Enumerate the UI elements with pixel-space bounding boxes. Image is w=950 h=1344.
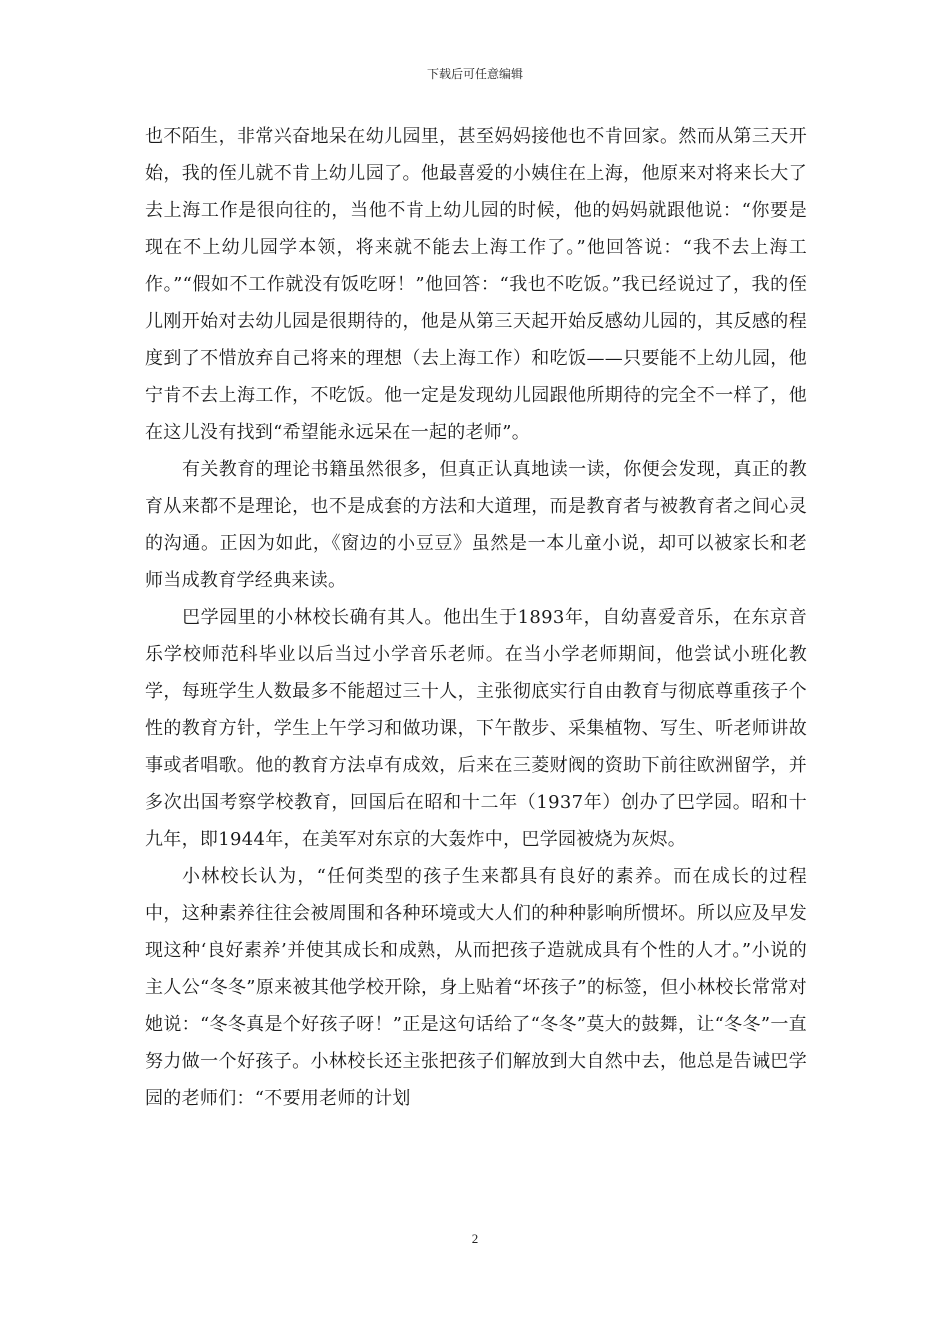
paragraph-education-theory: 有关教育的理论书籍虽然很多，但真正认真地读一读，你便会发现，真正的教育从来都不是理论，也不是成套的方法和大道理，而是教育者与被教育者之间心灵的沟通。正因为如此，《窗边的小豆豆》虽然是一本儿童小说，却可以被家长和老师当成教育学经典来读。: [145, 459, 807, 591]
paragraph-principal-kobayashi: 巴学园里的小林校长确有其人。他出生于1893年，自幼喜爱音乐，在东京音乐学校师范科毕业以后当过小学音乐老师。在当小学老师期间，他尝试小班化教学，每班学生人数最多不能超过三十人，主张彻底实行自由教育与彻底尊重孩子个性的教育方针，学生上午学习和做功课，下午散步、采集植物、写生、听老师讲故事或者唱歌。他的教育方法卓有成效，后来在三菱财阀的资助下前往欧洲留学，并多次出国考察学校教育，回国后在昭和十二年（1937年）创办了巴学园。昭和十九年，即1944年，在美军对东京的大轰炸中，巴学园被烧为灰烬。: [145, 607, 807, 850]
page-number: 2: [471, 1231, 479, 1246]
page-header: 下载后可任意编辑: [426, 67, 523, 81]
paragraph-principal-philosophy: 小林校长认为，“任何类型的孩子生来都具有良好的素养。而在成长的过程中，这种素养往往会被周围和各种环境或大人们的种种影响所惯坏。所以应及早发现这种‘良好素养’并使其成长和成熟，从而把孩子造就成具有个性的人才。”小说的主人公“冬冬”原来被其他学校开除，身上贴着“坏孩子”的标签，但小林校长常常对她说：“冬冬真是个好孩子呀！”正是这句话给了“冬冬”莫大的鼓舞，让“冬冬”一直努力做一个好孩子。小林校长还主张把孩子们解放到大自然中去，他总是告诫巴学园的老师们：“不要用老师的计划: [145, 866, 807, 1109]
paragraph-continuation: 也不陌生，非常兴奋地呆在幼儿园里，甚至妈妈接他也不肯回家。然而从第三天开始，我的侄儿就不肯上幼儿园了。他最喜爱的小姨住在上海，他原来对将来长大了去上海工作是很向往的，当他不肯上幼儿园的时候，他的妈妈就跟他说：“你要是现在不上幼儿园学本领，将来就不能去上海工作了。”他回答说：“我不去上海工作。”“假如不工作就没有饭吃呀！”他回答：“我也不吃饭。”我已经说过了，我的侄儿刚开始对去幼儿园是很期待的，他是从第三天起开始反感幼儿园的，其反感的程度到了不惜放弃自己将来的理想（去上海工作）和吃饭——只要能不上幼儿园，他宁肯不去上海工作，不吃饭。他一定是发现幼儿园跟他所期待的完全不一样了，他在这儿没有找到“希望能永远呆在一起的老师”。: [145, 126, 807, 443]
document-body: [145, 118, 807, 1117]
